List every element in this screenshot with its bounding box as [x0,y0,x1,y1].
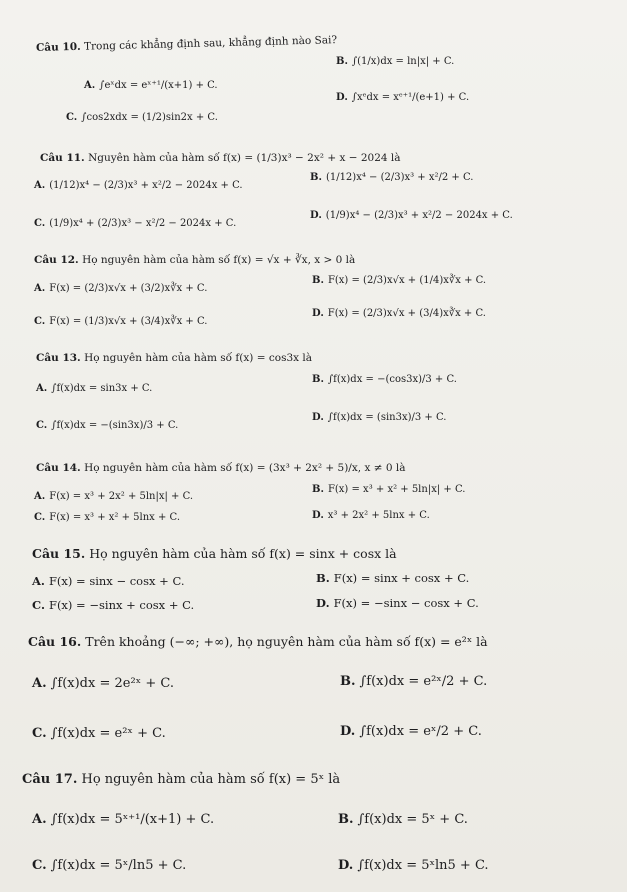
q13-option-b: B. ∫f(x)dx = −(cos3x)/3 + C. [312,374,457,385]
question-14-stem: Câu 14. Họ nguyên hàm của hàm số f(x) = (3x³ + 2x² + 5)/x, x ≠ 0 là [36,462,406,474]
question-11-stem: Câu 11. Nguyên hàm của hàm số f(x) = (1/3)x³ − 2x² + x − 2024 là [40,152,401,164]
q14-option-d: D. x³ + 2x² + 5lnx + C. [312,510,430,521]
q15-option-d: D. F(x) = −sinx − cosx + C. [316,596,479,610]
q11-option-c: C. (1/9)x⁴ + (2/3)x³ − x²/2 − 2024x + C. [34,218,237,229]
q16-option-a: A. ∫f(x)dx = 2e²ˣ + C. [32,676,174,691]
q13-option-d: D. ∫f(x)dx = (sin3x)/3 + C. [312,412,447,423]
question-12-stem: Câu 12. Họ nguyên hàm của hàm số f(x) = √x + ∛x, x > 0 là [34,254,356,266]
q17-option-c: C. ∫f(x)dx = 5ˣ/ln5 + C. [32,858,187,873]
q13-option-a: A. ∫f(x)dx = sin3x + C. [36,383,153,394]
q14-option-a: A. F(x) = x³ + 2x² + 5ln|x| + C. [34,491,194,502]
q16-option-c: C. ∫f(x)dx = e²ˣ + C. [32,726,166,741]
q15-option-b: B. F(x) = sinx + cosx + C. [316,571,470,585]
q11-option-a: A. (1/12)x⁴ − (2/3)x³ + x²/2 − 2024x + C. [34,180,243,191]
q15-option-a: A. F(x) = sinx − cosx + C. [32,574,185,588]
q12-option-d: D. F(x) = (2/3)x√x + (3/4)x∛x + C. [312,308,486,319]
q12-option-b: B. F(x) = (2/3)x√x + (1/4)x∛x + C. [312,275,487,286]
q16-option-b: B. ∫f(x)dx = e²ˣ/2 + C. [340,674,488,689]
q12-option-a: A. F(x) = (2/3)x√x + (3/2)x∛x + C. [34,283,208,294]
q14-option-b: B. F(x) = x³ + x² + 5ln|x| + C. [312,484,466,495]
q17-option-a: A. ∫f(x)dx = 5ˣ⁺¹/(x+1) + C. [32,812,215,827]
q15-option-c: C. F(x) = −sinx + cosx + C. [32,598,195,612]
question-16-stem: Câu 16. Trên khoảng (−∞; +∞), họ nguyên hàm của hàm số f(x) = e²ˣ là [28,634,488,649]
q17-option-b: B. ∫f(x)dx = 5ˣ + C. [338,812,468,827]
question-17-stem: Câu 17. Họ nguyên hàm của hàm số f(x) = 5ˣ là [22,772,341,787]
q10-option-d: D. ∫xᵉdx = xᵉ⁺¹/(e+1) + C. [336,92,470,103]
q14-option-c: C. F(x) = x³ + x² + 5lnx + C. [34,512,181,523]
q11-option-d: D. (1/9)x⁴ − (2/3)x³ + x²/2 − 2024x + C. [310,210,513,221]
q10-option-c: C. ∫cos2xdx = (1/2)sin2x + C. [66,112,218,123]
question-10-stem: Câu 10. Trong các khẳng định sau, khẳng định nào Sai? [35,34,338,54]
question-13-stem: Câu 13. Họ nguyên hàm của hàm số f(x) = cos3x là [36,352,313,364]
q10-option-a: A. ∫eˣdx = eˣ⁺¹/(x+1) + C. [84,80,218,91]
q12-option-c: C. F(x) = (1/3)x√x + (3/4)x∛x + C. [34,316,208,327]
question-15-stem: Câu 15. Họ nguyên hàm của hàm số f(x) = sinx + cosx là [32,546,397,561]
q17-option-d: D. ∫f(x)dx = 5ˣln5 + C. [338,858,489,873]
q11-option-b: B. (1/12)x⁴ − (2/3)x³ + x²/2 + C. [310,172,474,183]
q10-option-b: B. ∫(1/x)dx = ln|x| + C. [336,56,455,67]
q16-option-d: D. ∫f(x)dx = eˣ/2 + C. [340,724,482,739]
q13-option-c: C. ∫f(x)dx = −(sin3x)/3 + C. [36,420,179,431]
